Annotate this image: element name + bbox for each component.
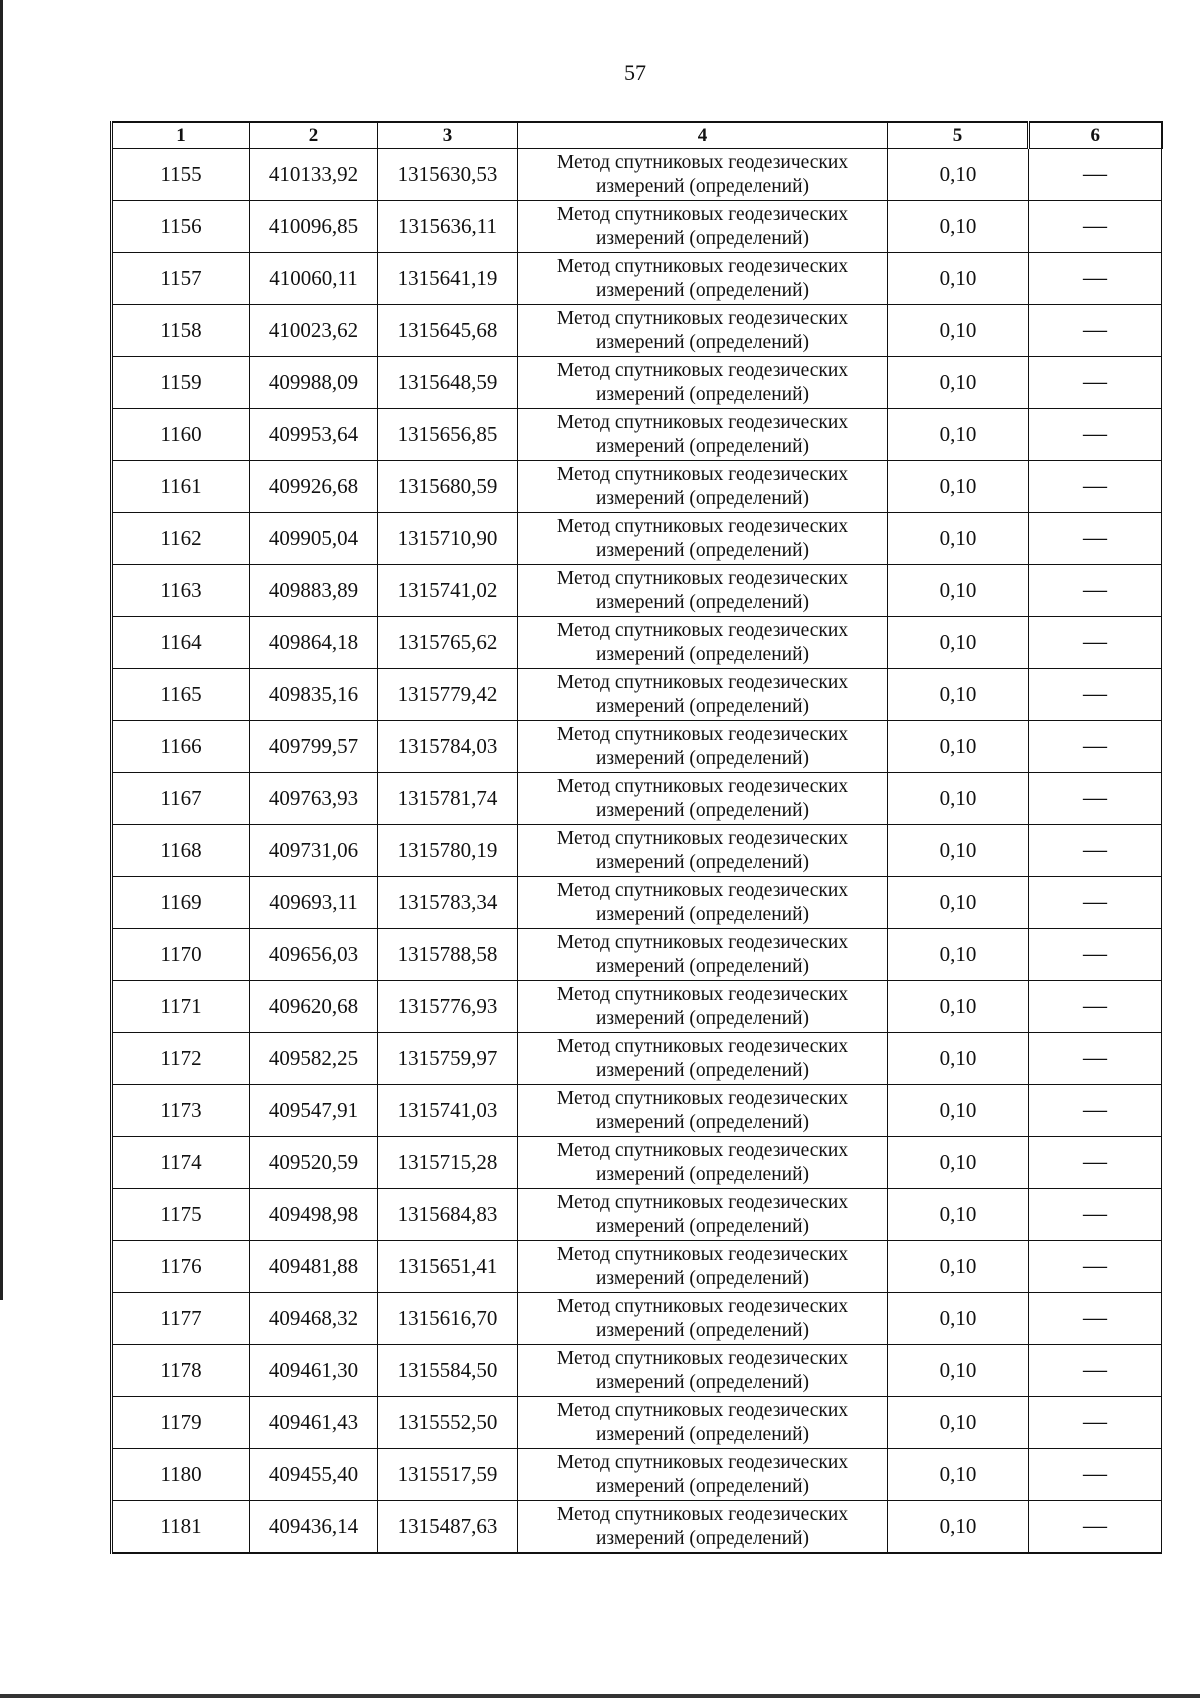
table-row [112,409,1162,461]
method-cell: Метод спутниковых геодезических измерений (определений) [518,1449,888,1501]
method-cell: Метод спутниковых геодезических измерений (определений) [518,669,888,721]
x-coordinate-cell: 409883,89 [250,565,378,617]
note-cell: — [1029,981,1162,1033]
note-cell: — [1029,1501,1162,1554]
method-cell: Метод спутниковых геодезических измерений (определений) [518,409,888,461]
note-cell: — [1029,929,1162,981]
method-cell: Метод спутниковых геодезических измерений (определений) [518,1397,888,1449]
y-coordinate-cell: 1315780,19 [378,825,518,877]
point-number-cell: 1169 [112,877,250,929]
accuracy-cell: 0,10 [888,1189,1029,1241]
accuracy-cell: 0,10 [888,305,1029,357]
method-cell: Метод спутниковых геодезических измерений (определений) [518,1137,888,1189]
x-coordinate-cell: 410133,92 [250,149,378,201]
table-row [112,721,1162,773]
y-coordinate-cell: 1315651,41 [378,1241,518,1293]
point-number-cell: 1181 [112,1501,250,1554]
y-coordinate-cell: 1315552,50 [378,1397,518,1449]
note-cell: — [1029,1189,1162,1241]
point-number-cell: 1155 [112,149,250,201]
method-cell: Метод спутниковых геодезических измерений (определений) [518,1033,888,1085]
y-coordinate-cell: 1315781,74 [378,773,518,825]
table-row [112,1241,1162,1293]
method-cell: Метод спутниковых геодезических измерений (определений) [518,1085,888,1137]
y-coordinate-cell: 1315636,11 [378,201,518,253]
x-coordinate-cell: 409905,04 [250,513,378,565]
point-number-cell: 1168 [112,825,250,877]
accuracy-cell: 0,10 [888,1137,1029,1189]
accuracy-cell: 0,10 [888,201,1029,253]
x-coordinate-cell: 409988,09 [250,357,378,409]
point-number-cell: 1163 [112,565,250,617]
accuracy-cell: 0,10 [888,1345,1029,1397]
point-number-cell: 1157 [112,253,250,305]
note-cell: — [1029,565,1162,617]
x-coordinate-cell: 409461,43 [250,1397,378,1449]
accuracy-cell: 0,10 [888,1085,1029,1137]
note-cell: — [1029,305,1162,357]
method-cell: Метод спутниковых геодезических измерений (определений) [518,721,888,773]
page-number: 57 [624,60,646,85]
y-coordinate-cell: 1315645,68 [378,305,518,357]
x-coordinate-cell: 409693,11 [250,877,378,929]
y-coordinate-cell: 1315741,03 [378,1085,518,1137]
point-number-cell: 1179 [112,1397,250,1449]
table-row [112,1033,1162,1085]
method-cell: Метод спутниковых геодезических измерений (определений) [518,461,888,513]
x-coordinate-cell: 409436,14 [250,1501,378,1554]
method-cell: Метод спутниковых геодезических измерений (определений) [518,981,888,1033]
point-number-cell: 1156 [112,201,250,253]
x-coordinate-cell: 409953,64 [250,409,378,461]
method-cell: Метод спутниковых геодезических измерений (определений) [518,305,888,357]
note-cell: — [1029,201,1162,253]
x-coordinate-cell: 409582,25 [250,1033,378,1085]
x-coordinate-cell: 409481,88 [250,1241,378,1293]
point-number-cell: 1171 [112,981,250,1033]
y-coordinate-cell: 1315641,19 [378,253,518,305]
accuracy-cell: 0,10 [888,253,1029,305]
table-row [112,357,1162,409]
x-coordinate-cell: 409731,06 [250,825,378,877]
point-number-cell: 1174 [112,1137,250,1189]
method-cell: Метод спутниковых геодезических измерений (определений) [518,1189,888,1241]
accuracy-cell: 0,10 [888,149,1029,201]
table-row [112,1293,1162,1345]
accuracy-cell: 0,10 [888,1501,1029,1554]
y-coordinate-cell: 1315630,53 [378,149,518,201]
accuracy-cell: 0,10 [888,617,1029,669]
point-number-cell: 1165 [112,669,250,721]
table-row [112,1189,1162,1241]
method-cell: Метод спутниковых геодезических измерений (определений) [518,929,888,981]
method-cell: Метод спутниковых геодезических измерений (определений) [518,253,888,305]
note-cell: — [1029,773,1162,825]
table-row [112,149,1162,201]
x-coordinate-cell: 409520,59 [250,1137,378,1189]
column-header-5: 5 [888,122,1029,149]
y-coordinate-cell: 1315779,42 [378,669,518,721]
accuracy-cell: 0,10 [888,1241,1029,1293]
accuracy-cell: 0,10 [888,981,1029,1033]
method-cell: Метод спутниковых геодезических измерений (определений) [518,877,888,929]
point-number-cell: 1164 [112,617,250,669]
x-coordinate-cell: 409835,16 [250,669,378,721]
point-number-cell: 1161 [112,461,250,513]
table-row [112,565,1162,617]
point-number-cell: 1177 [112,1293,250,1345]
table-row [112,1449,1162,1501]
accuracy-cell: 0,10 [888,1293,1029,1345]
accuracy-cell: 0,10 [888,721,1029,773]
point-number-cell: 1158 [112,305,250,357]
method-cell: Метод спутниковых геодезических измерений (определений) [518,149,888,201]
table-header-row [112,122,1162,149]
point-number-cell: 1170 [112,929,250,981]
note-cell: — [1029,1345,1162,1397]
x-coordinate-cell: 409763,93 [250,773,378,825]
accuracy-cell: 0,10 [888,1033,1029,1085]
column-header-6: 6 [1029,122,1162,149]
y-coordinate-cell: 1315759,97 [378,1033,518,1085]
table-body [112,149,1162,1554]
coordinates-table [110,121,1163,1554]
y-coordinate-cell: 1315517,59 [378,1449,518,1501]
x-coordinate-cell: 410096,85 [250,201,378,253]
note-cell: — [1029,461,1162,513]
x-coordinate-cell: 410023,62 [250,305,378,357]
point-number-cell: 1172 [112,1033,250,1085]
method-cell: Метод спутниковых геодезических измерений (определений) [518,825,888,877]
x-coordinate-cell: 409799,57 [250,721,378,773]
y-coordinate-cell: 1315765,62 [378,617,518,669]
point-number-cell: 1162 [112,513,250,565]
table-row [112,617,1162,669]
method-cell: Метод спутниковых геодезических измерений (определений) [518,1345,888,1397]
x-coordinate-cell: 410060,11 [250,253,378,305]
table-row [112,773,1162,825]
column-header-1: 1 [112,122,250,149]
note-cell: — [1029,253,1162,305]
table-row [112,1501,1162,1554]
column-header-3: 3 [378,122,518,149]
accuracy-cell: 0,10 [888,565,1029,617]
accuracy-cell: 0,10 [888,1397,1029,1449]
column-header-2: 2 [250,122,378,149]
table-row [112,981,1162,1033]
note-cell: — [1029,877,1162,929]
method-cell: Метод спутниковых геодезических измерений (определений) [518,773,888,825]
accuracy-cell: 0,10 [888,409,1029,461]
accuracy-cell: 0,10 [888,669,1029,721]
x-coordinate-cell: 409455,40 [250,1449,378,1501]
note-cell: — [1029,1397,1162,1449]
table-row [112,305,1162,357]
point-number-cell: 1167 [112,773,250,825]
point-number-cell: 1176 [112,1241,250,1293]
y-coordinate-cell: 1315783,34 [378,877,518,929]
point-number-cell: 1175 [112,1189,250,1241]
note-cell: — [1029,617,1162,669]
point-number-cell: 1166 [112,721,250,773]
table-row [112,1397,1162,1449]
accuracy-cell: 0,10 [888,929,1029,981]
table-row [112,1345,1162,1397]
y-coordinate-cell: 1315715,28 [378,1137,518,1189]
y-coordinate-cell: 1315784,03 [378,721,518,773]
point-number-cell: 1160 [112,409,250,461]
x-coordinate-cell: 409498,98 [250,1189,378,1241]
accuracy-cell: 0,10 [888,773,1029,825]
y-coordinate-cell: 1315684,83 [378,1189,518,1241]
scan-edge-left [0,0,3,1300]
note-cell: — [1029,1449,1162,1501]
table-row [112,253,1162,305]
x-coordinate-cell: 409620,68 [250,981,378,1033]
note-cell: — [1029,1085,1162,1137]
note-cell: — [1029,669,1162,721]
note-cell: — [1029,149,1162,201]
method-cell: Метод спутниковых геодезических измерений (определений) [518,565,888,617]
x-coordinate-cell: 409547,91 [250,1085,378,1137]
y-coordinate-cell: 1315710,90 [378,513,518,565]
note-cell: — [1029,825,1162,877]
point-number-cell: 1180 [112,1449,250,1501]
y-coordinate-cell: 1315680,59 [378,461,518,513]
table-row [112,877,1162,929]
x-coordinate-cell: 409468,32 [250,1293,378,1345]
table-row [112,461,1162,513]
accuracy-cell: 0,10 [888,357,1029,409]
method-cell: Метод спутниковых геодезических измерений (определений) [518,1293,888,1345]
accuracy-cell: 0,10 [888,825,1029,877]
y-coordinate-cell: 1315487,63 [378,1501,518,1554]
method-cell: Метод спутниковых геодезических измерений (определений) [518,201,888,253]
method-cell: Метод спутниковых геодезических измерений (определений) [518,1501,888,1554]
y-coordinate-cell: 1315616,70 [378,1293,518,1345]
y-coordinate-cell: 1315788,58 [378,929,518,981]
method-cell: Метод спутниковых геодезических измерений (определений) [518,617,888,669]
table-row [112,929,1162,981]
accuracy-cell: 0,10 [888,513,1029,565]
method-cell: Метод спутниковых геодезических измерений (определений) [518,357,888,409]
y-coordinate-cell: 1315648,59 [378,357,518,409]
y-coordinate-cell: 1315741,02 [378,565,518,617]
table-row [112,669,1162,721]
method-cell: Метод спутниковых геодезических измерений (определений) [518,513,888,565]
x-coordinate-cell: 409926,68 [250,461,378,513]
table-row [112,1137,1162,1189]
accuracy-cell: 0,10 [888,461,1029,513]
accuracy-cell: 0,10 [888,877,1029,929]
table-row [112,201,1162,253]
point-number-cell: 1159 [112,357,250,409]
y-coordinate-cell: 1315656,85 [378,409,518,461]
table-row [112,1085,1162,1137]
point-number-cell: 1178 [112,1345,250,1397]
note-cell: — [1029,721,1162,773]
y-coordinate-cell: 1315584,50 [378,1345,518,1397]
y-coordinate-cell: 1315776,93 [378,981,518,1033]
note-cell: — [1029,1033,1162,1085]
note-cell: — [1029,513,1162,565]
scan-edge-bottom [0,1694,1200,1698]
x-coordinate-cell: 409461,30 [250,1345,378,1397]
note-cell: — [1029,1293,1162,1345]
table-row [112,825,1162,877]
note-cell: — [1029,1241,1162,1293]
x-coordinate-cell: 409864,18 [250,617,378,669]
column-header-4: 4 [518,122,888,149]
note-cell: — [1029,357,1162,409]
coordinates-table-container [110,121,1160,1554]
point-number-cell: 1173 [112,1085,250,1137]
note-cell: — [1029,409,1162,461]
table-row [112,513,1162,565]
x-coordinate-cell: 409656,03 [250,929,378,981]
accuracy-cell: 0,10 [888,1449,1029,1501]
method-cell: Метод спутниковых геодезических измерений (определений) [518,1241,888,1293]
note-cell: — [1029,1137,1162,1189]
